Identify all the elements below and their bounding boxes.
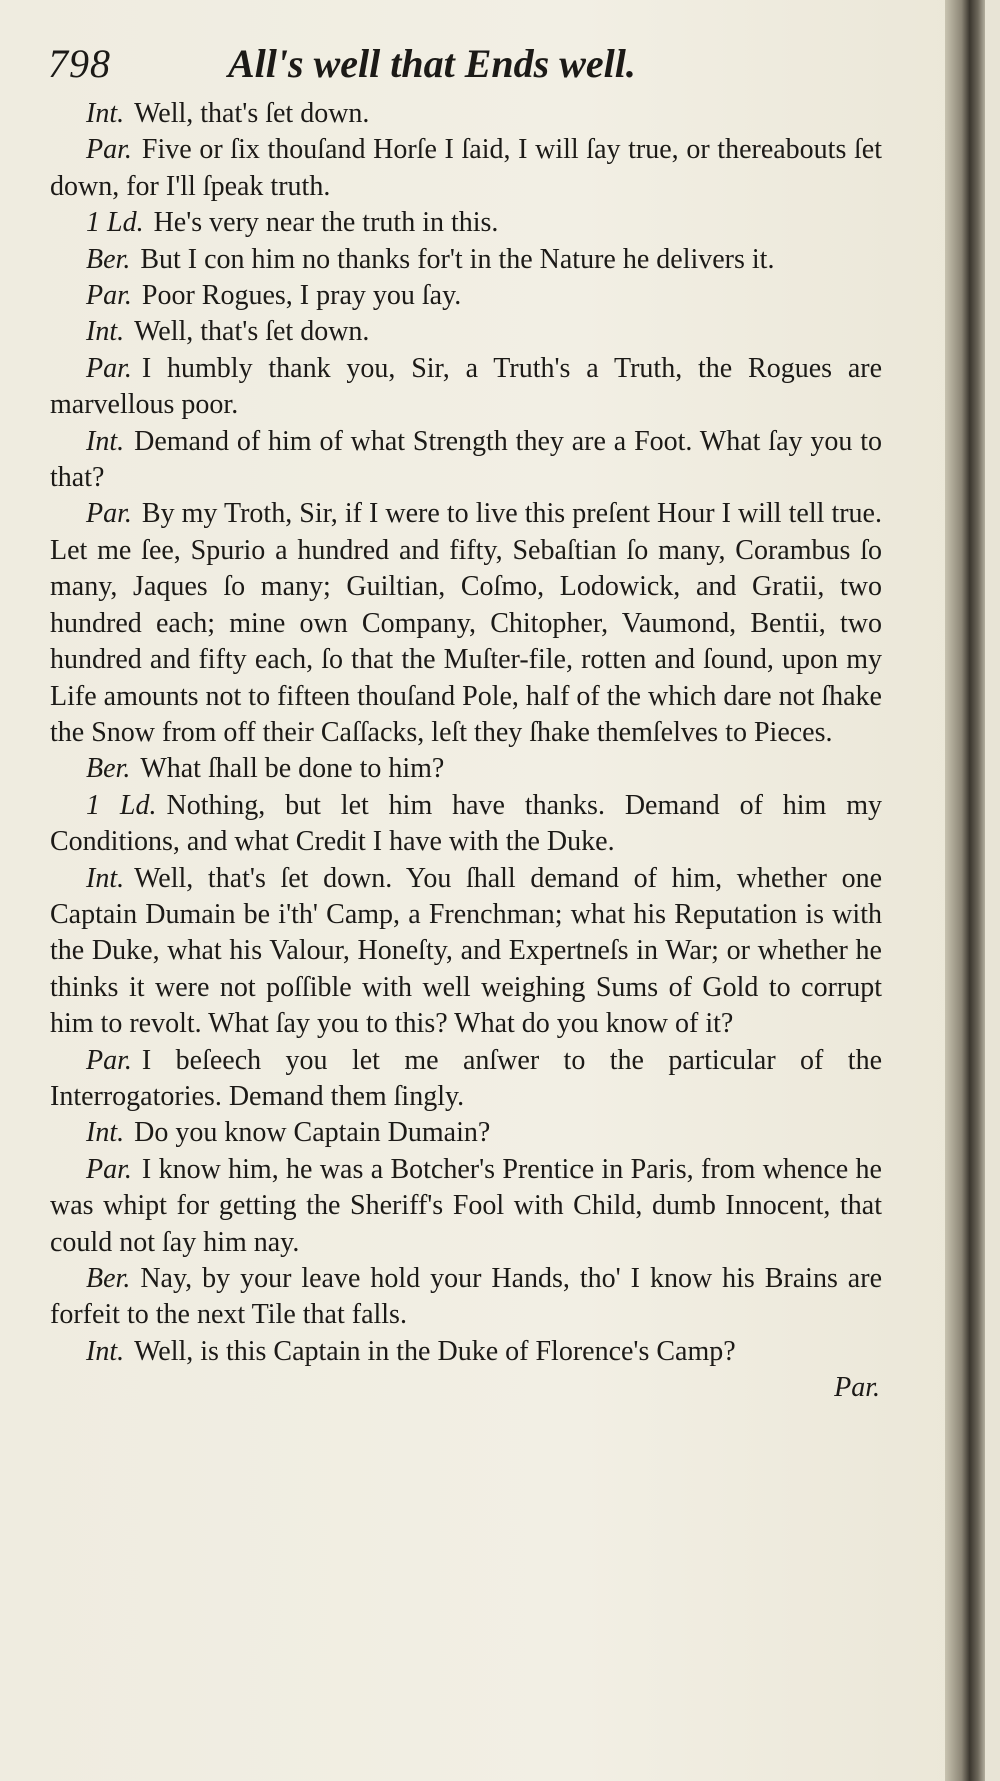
speech-text: I know him, he was a Botcher's Prentice in Paris, from whence he was whipt for getting the Sheriff's Fool with Child, dumb Innocent, that could not ſay him nay.: [50, 1153, 882, 1258]
speech-text: I beſeech you let me anſwer to the particular of the Interrogatories. Demand them ſingly.: [50, 1044, 882, 1112]
speech: [50, 1115, 882, 1151]
speech-text: Well, is this Captain in the Duke of Florence's Camp?: [134, 1335, 736, 1367]
speaker-name: 1 Ld.: [86, 789, 157, 821]
speech: [50, 496, 882, 751]
speech: [50, 751, 882, 787]
speaker-name: Par.: [86, 352, 132, 384]
speaker-name: Par.: [86, 134, 132, 166]
speech: [50, 242, 882, 278]
speaker-name: Int.: [86, 862, 125, 894]
page-header: [48, 40, 888, 100]
speech-text: I humbly thank you, Sir, a Truth's a Truth, the Rogues are marvellous poor.: [50, 352, 882, 421]
speech: [50, 1261, 882, 1334]
speaker-name: Int.: [86, 98, 125, 129]
speech: [50, 278, 882, 314]
speaker-name: Ber.: [86, 1263, 131, 1294]
speech-text: Well, that's ſet down. You ſhall demand of him, whether one Captain Dumain be i'th' Camp, a Frenchman; what his Reputation is with the Duke, what his Valour, Honeſty, and Expertneſs in War; or whether he thinks it were not poſſible with well weighing Sums of Gold to corrupt him to revolt. What ſay you to this? What do you know of it?: [50, 862, 882, 1040]
speech: [50, 96, 882, 132]
speaker-name: Par.: [86, 498, 132, 530]
speech-text: What ſhall be done to him?: [140, 753, 445, 785]
speaker-name: Int.: [86, 425, 125, 457]
speech: [50, 1152, 882, 1261]
catchword: Par.: [834, 1372, 880, 1404]
speaker-name: Ber.: [86, 243, 131, 275]
speaker-name: Int.: [86, 316, 125, 348]
speech-text: Do you know Captain Dumain?: [134, 1117, 491, 1149]
speech-text: He's very near the truth in this.: [153, 207, 499, 239]
speaker-name: Par.: [86, 1044, 132, 1076]
speech: [50, 205, 882, 241]
speech-text: Poor Rogues, I pray you ſay.: [141, 280, 462, 312]
speech-text: Nothing, but let him have thanks. Demand of him my Conditions, and what Credit I have with the Duke.: [50, 789, 882, 858]
speech-text: Well, that's ſet down.: [134, 98, 370, 129]
speech-text: Well, that's ſet down.: [134, 316, 370, 348]
speech-text: But I con him no thanks for't in the Nature he delivers it.: [140, 243, 775, 275]
speech: [50, 314, 882, 350]
speech-text: Demand of him of what Strength they are a Foot. What ſay you to that?: [50, 425, 882, 494]
facing-page-edge: [985, 0, 1000, 1781]
speech-text: Five or ſix thouſand Horſe I ſaid, I will ſay true, or thereabouts ſet down, for I'll ſpeak truth.: [50, 134, 882, 202]
play-text: [50, 96, 882, 1404]
speech: [50, 788, 882, 861]
speaker-name: Par.: [86, 1153, 132, 1185]
speech: [50, 861, 882, 1043]
page-number: 798: [48, 41, 111, 86]
speaker-name: Int.: [86, 1117, 125, 1149]
speech: [50, 132, 882, 205]
speaker-name: Int.: [86, 1335, 125, 1367]
speech: [50, 351, 882, 424]
speaker-name: Par.: [86, 280, 132, 312]
speaker-name: Ber.: [86, 753, 131, 785]
speech: [50, 1043, 882, 1116]
speech-text: Nay, by your leave hold your Hands, tho' I know his Brains are forfeit to the next Tile that falls.: [50, 1263, 882, 1331]
speaker-name: 1 Ld.: [86, 207, 144, 239]
speech: [50, 424, 882, 497]
speech: [50, 1334, 882, 1370]
speech-text: By my Troth, Sir, if I were to live this preſent Hour I will tell true. Let me ſee, Spurio a hundred and fifty, Sebaſtian ſo many, Corambus ſo many, Jaques ſo many; Guiltian, Coſmo, Lodowick, and Gratii, two hundred each; mine own Company, Chitopher, Vaumond, Bentii, two hundred and fifty each, ſo that the Muſter-file, rotten and ſound, upon my Life amounts not to fifteen thouſand Pole, half of the which dare not ſhake the Snow from off their Caſſacks, leſt they ſhake themſelves to Pieces.: [50, 498, 882, 748]
running-title: All's well that Ends well.: [228, 41, 636, 86]
